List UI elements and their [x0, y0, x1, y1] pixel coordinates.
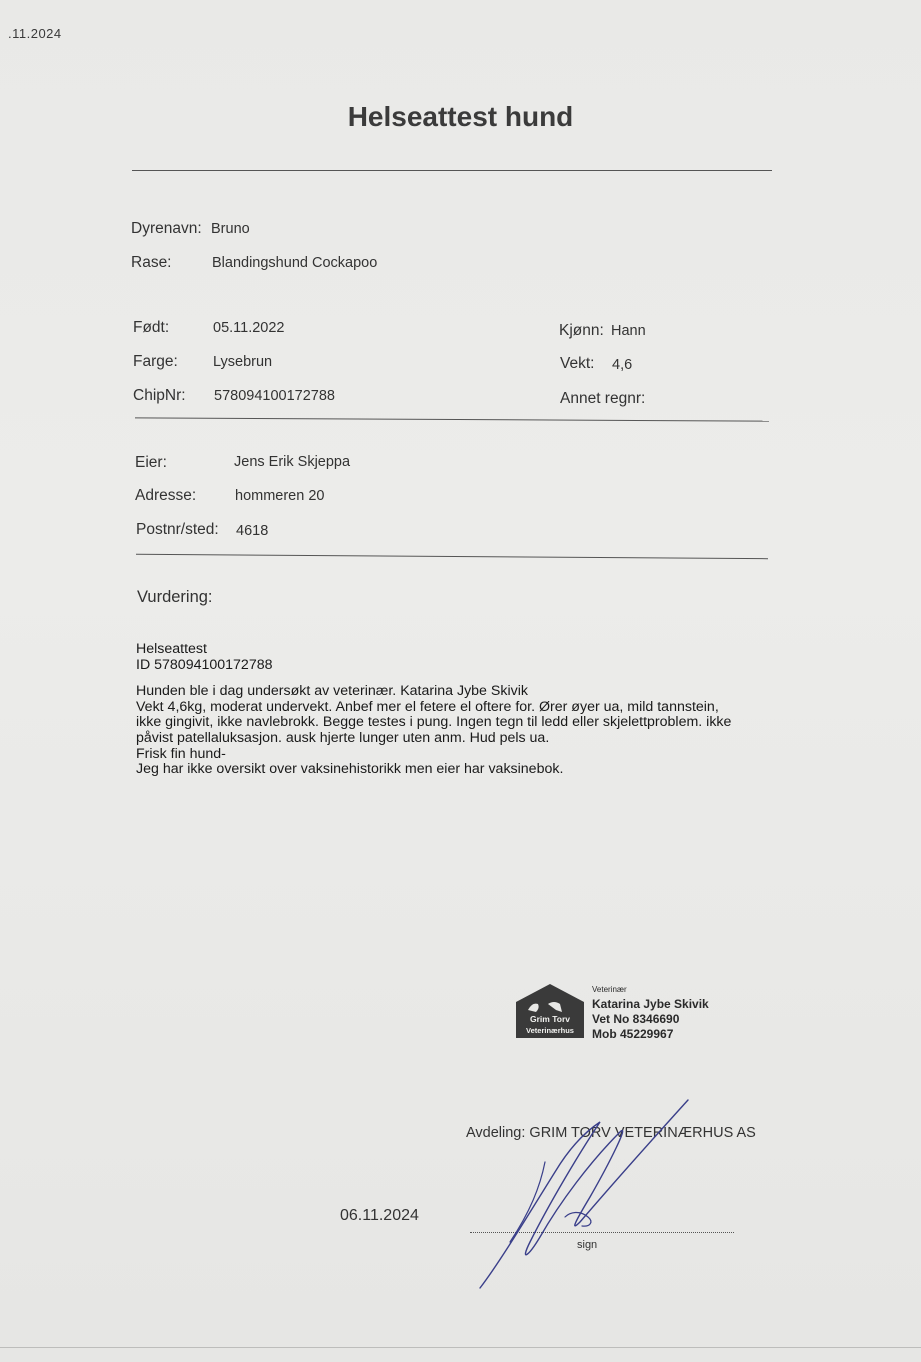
- postal-value: 4618: [236, 523, 269, 539]
- note-line: Vekt 4,6kg, moderat undervekt. Anbef mer el fetere el oftere for. Ører øyer ua, mild tannstein,: [136, 698, 719, 715]
- stamp-mobile: Mob 45229967: [592, 1027, 674, 1041]
- other-reg-label: Annet regnr:: [560, 390, 646, 407]
- header-date: .11.2024: [8, 26, 62, 41]
- note-line: ikke gingivit, ikke navlebrokk. Begge testes i pung. Ingen tegn til ledd eller skjelettproblem. ikke: [136, 714, 732, 731]
- owner-divider: [136, 554, 768, 559]
- vet-stamp: [592, 982, 709, 1042]
- address-label: Adresse:: [135, 487, 197, 504]
- sign-date: 06.11.2024: [340, 1207, 419, 1224]
- stamp-vet-name: Katarina Jybe Skivik: [592, 997, 709, 1011]
- note-line: Hunden ble i dag undersøkt av veterinær. Katarina Jybe Skivik: [136, 683, 528, 700]
- born-value: 05.11.2022: [213, 320, 285, 336]
- stamp-role: Veterinær: [592, 985, 627, 994]
- chip-label: ChipNr:: [133, 387, 186, 404]
- assessment-label: Vurdering:: [137, 588, 213, 606]
- department: Avdeling: GRIM TORV VETERINÆRHUS AS: [466, 1125, 756, 1141]
- name-label: Dyrenavn:: [131, 220, 202, 237]
- breed-label: Rase:: [131, 254, 172, 271]
- assessment-notes: [136, 642, 731, 778]
- paper-edge: [0, 1347, 921, 1348]
- breed-value: Blandingshund Cockapoo: [212, 255, 378, 271]
- sex-value: Hann: [611, 323, 646, 339]
- weight-label: Vekt:: [560, 355, 595, 372]
- note-line: Helseattest: [136, 641, 207, 657]
- owner-label: Eier:: [135, 454, 167, 471]
- color-value: Lysebrun: [213, 354, 273, 370]
- chip-value: 578094100172788: [214, 388, 335, 404]
- clinic-logo-icon: [514, 982, 586, 1040]
- born-label: Født:: [133, 319, 170, 336]
- address-value: hommeren 20: [235, 488, 325, 504]
- weight-value: 4,6: [612, 357, 633, 373]
- logo-line1: Grim Torv: [530, 1014, 570, 1024]
- note-line: påvist patellaluksasjon. ausk hjerte lunger uten anm. Hud pels ua.: [136, 729, 550, 746]
- page-title: Helseattest hund: [347, 101, 574, 132]
- title-divider: [132, 170, 772, 171]
- sex-label: Kjønn:: [559, 322, 604, 339]
- handwritten-signature: [470, 1092, 700, 1292]
- sign-label: sign: [577, 1239, 598, 1251]
- postal-label: Postnr/sted:: [136, 521, 219, 538]
- animal-divider: [135, 417, 769, 421]
- note-line: Jeg har ikke oversikt over vaksinehistorikk men eier har vaksinebok.: [136, 761, 564, 778]
- note-line: ID 578094100172788: [136, 656, 273, 673]
- name-value: Bruno: [211, 221, 250, 237]
- note-line: Frisk fin hund-: [136, 745, 226, 762]
- owner-value: Jens Erik Skjeppa: [234, 454, 351, 470]
- color-label: Farge:: [133, 353, 178, 370]
- logo-line2: Veterinærhus: [526, 1026, 574, 1035]
- stamp-vet-no: Vet No 8346690: [592, 1012, 680, 1026]
